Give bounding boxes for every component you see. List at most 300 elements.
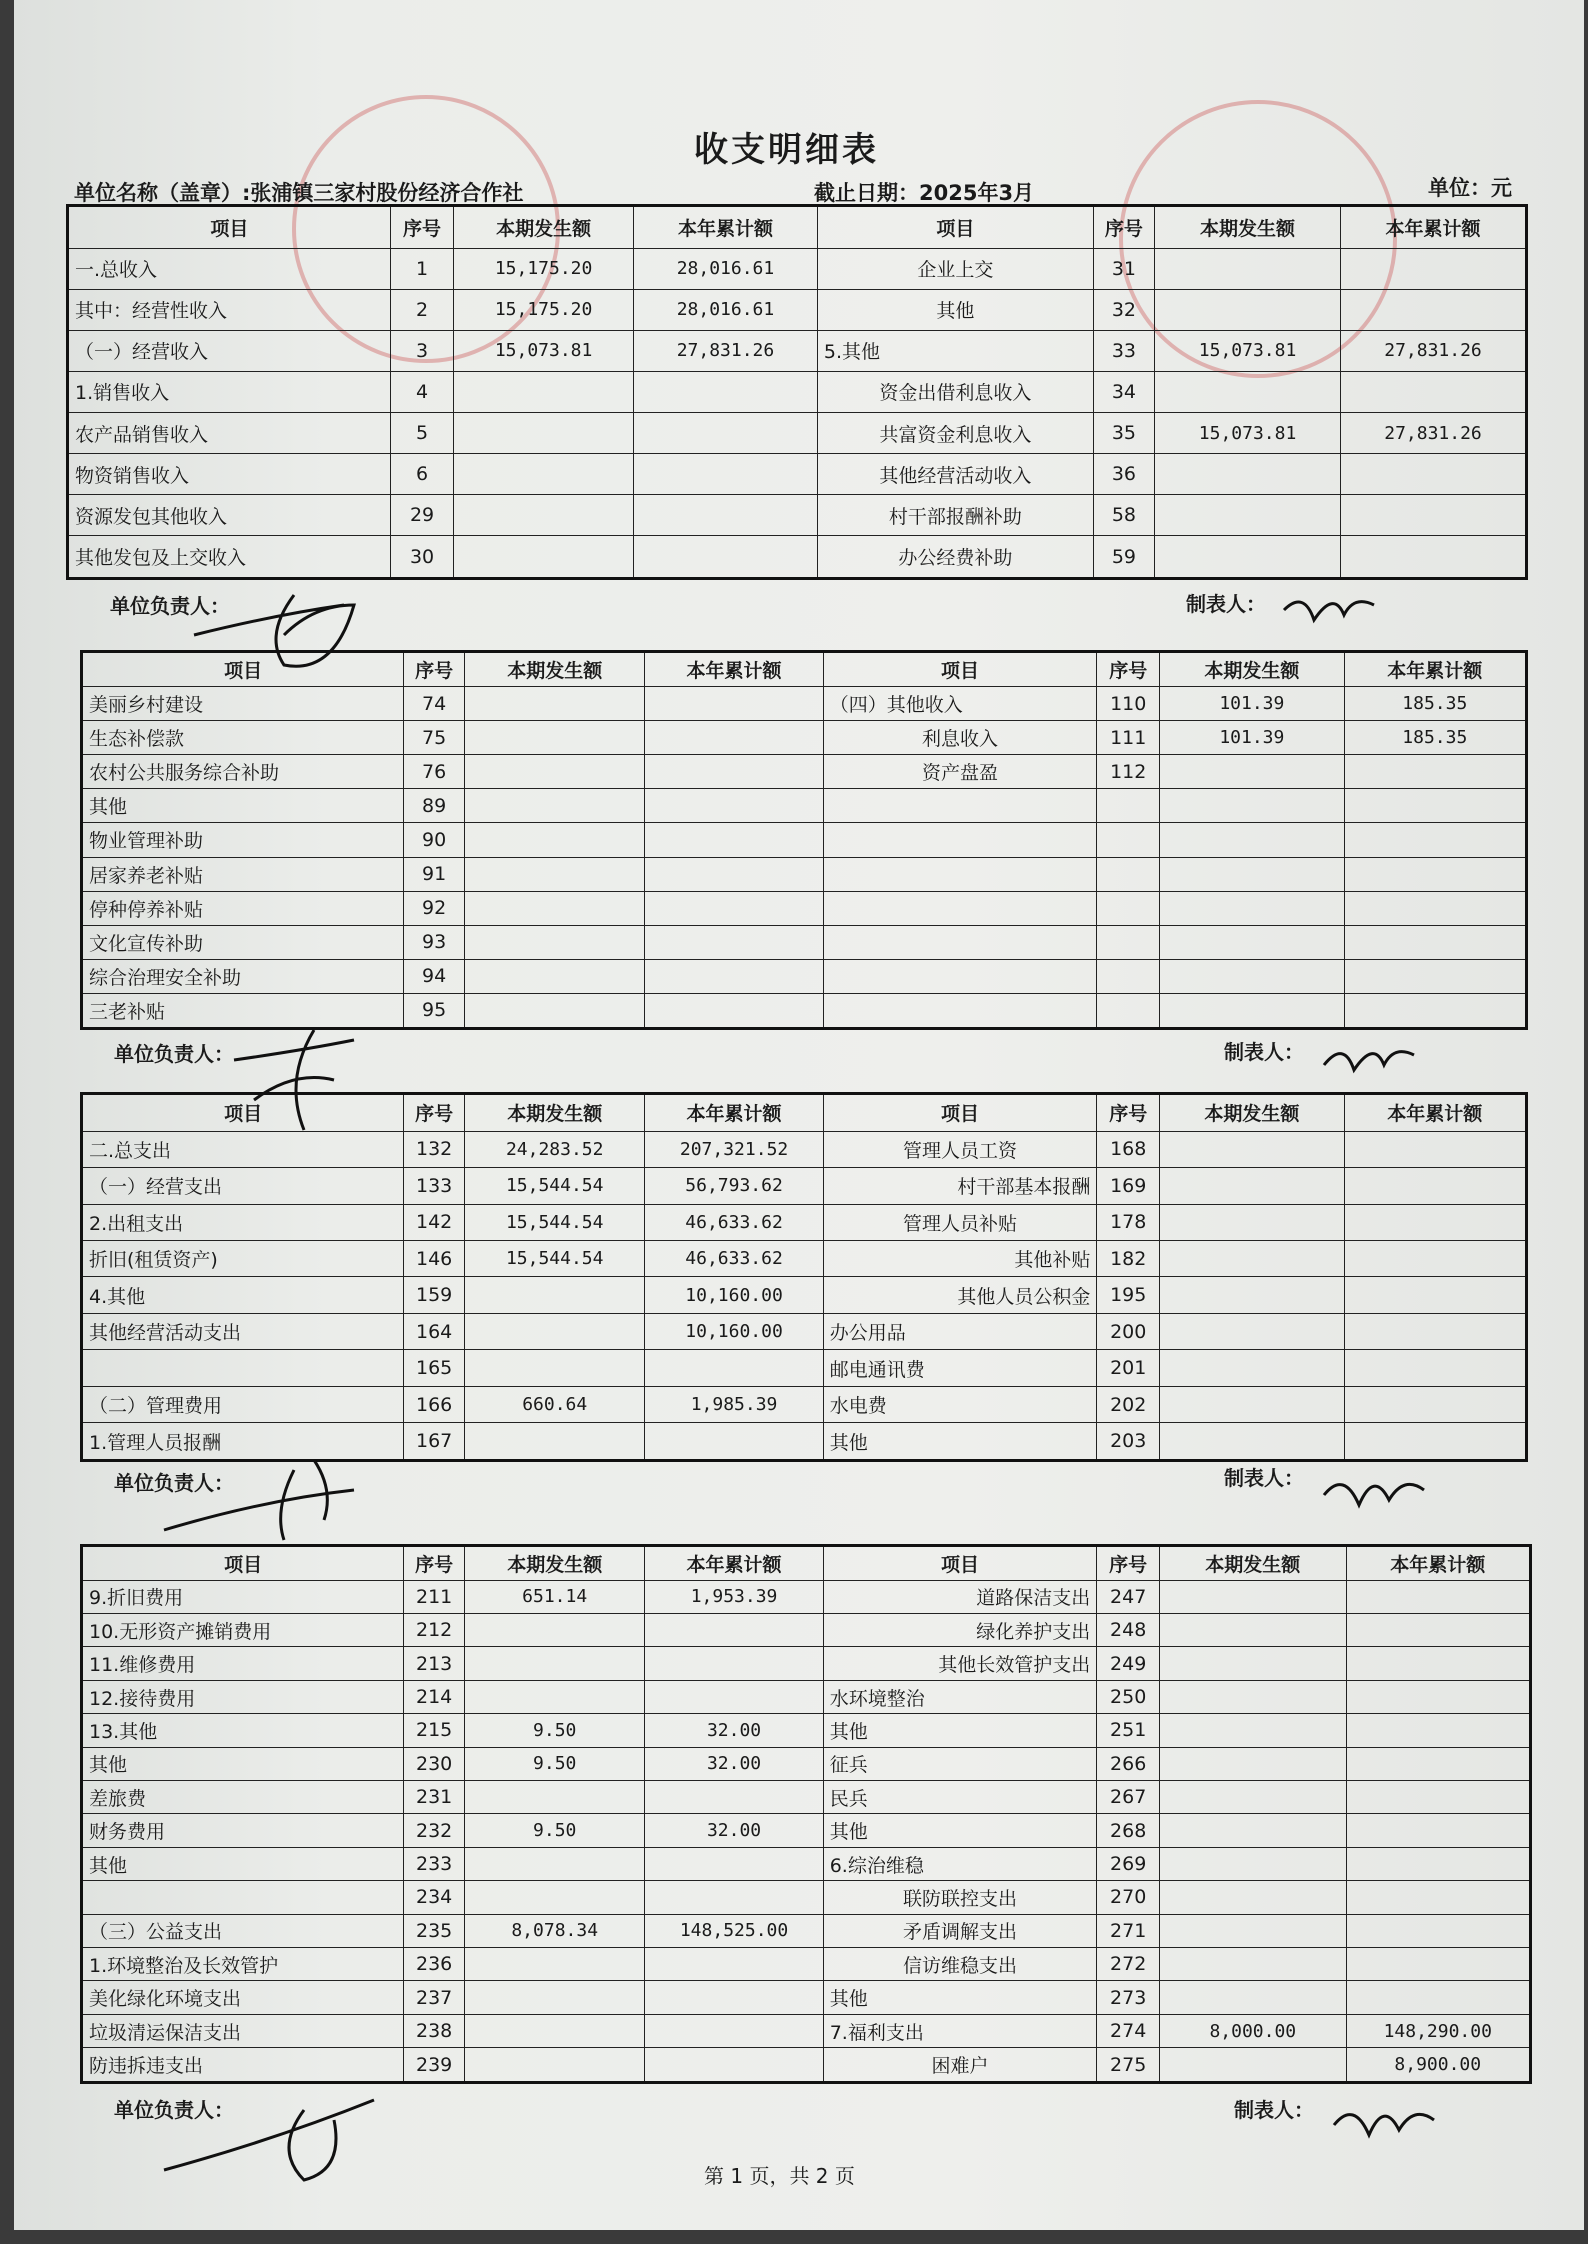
seq-no-cell: 132	[404, 1131, 465, 1167]
ytd-amount-cell	[645, 891, 823, 925]
item-name-cell	[823, 959, 1097, 993]
period-amount-cell	[1155, 248, 1341, 289]
seq-no-cell: 231	[404, 1781, 465, 1814]
ytd-amount-cell	[1346, 1981, 1530, 2014]
period-amount-cell	[1160, 1647, 1346, 1680]
seq-no-cell: 200	[1097, 1313, 1160, 1349]
seq-no-cell: 275	[1097, 2048, 1160, 2083]
table-row	[82, 721, 1527, 755]
ytd-amount-cell: 10,160.00	[645, 1313, 823, 1349]
ytd-amount-cell: 10,160.00	[645, 1277, 823, 1313]
seq-no-cell: 214	[404, 1680, 465, 1713]
seq-no-cell: 230	[404, 1747, 465, 1780]
period-amount-cell	[465, 891, 645, 925]
ytd-amount-cell	[645, 721, 823, 755]
signature-scribble-8	[1324, 2080, 1444, 2160]
seq-no-cell: 268	[1097, 1814, 1160, 1847]
seq-no-cell: 236	[404, 1948, 465, 1981]
seq-no-cell	[1097, 823, 1160, 857]
period-amount-cell	[465, 1350, 645, 1386]
item-name-cell: 2.出租支出	[82, 1204, 404, 1240]
item-name-cell: 其他	[823, 1714, 1097, 1747]
period-amount-cell	[1160, 1313, 1344, 1349]
seq-no-cell: 133	[404, 1168, 465, 1204]
period-amount-cell	[1160, 1680, 1346, 1713]
period-amount-cell	[1160, 1350, 1344, 1386]
period-amount-cell	[1160, 857, 1344, 891]
item-name-cell: 共富资金利息收入	[817, 413, 1093, 454]
column-header: 本年累计额	[1346, 1546, 1530, 1581]
period-amount-cell	[465, 925, 645, 959]
seq-no-cell: 94	[404, 959, 465, 993]
seq-no-cell: 89	[404, 789, 465, 823]
item-name-cell: 三老补贴	[82, 993, 404, 1028]
ytd-amount-cell	[645, 993, 823, 1028]
expense-table-2	[80, 1544, 1532, 2084]
ytd-amount-cell	[1344, 1350, 1526, 1386]
item-name-cell: （三）公益支出	[82, 1914, 404, 1947]
item-name-cell: 其他	[817, 289, 1093, 330]
seq-no-cell: 271	[1097, 1914, 1160, 1947]
table-row	[82, 755, 1527, 789]
column-header: 本期发生额	[454, 206, 634, 249]
column-header: 项目	[82, 1094, 404, 1132]
item-name-cell: 其他经营活动支出	[82, 1313, 404, 1349]
table-row	[82, 1814, 1531, 1847]
seq-no-cell: 93	[404, 925, 465, 959]
seq-no-cell: 178	[1097, 1204, 1160, 1240]
period-amount-cell: 15,175.20	[454, 248, 634, 289]
table-row	[82, 1714, 1531, 1747]
ytd-amount-cell: 1,953.39	[645, 1580, 823, 1613]
item-name-cell	[823, 789, 1097, 823]
seq-no-cell: 249	[1097, 1647, 1160, 1680]
seq-no-cell: 182	[1097, 1241, 1160, 1277]
seq-no-cell: 269	[1097, 1847, 1160, 1880]
seq-no-cell: 274	[1097, 2014, 1160, 2047]
table-row	[82, 2014, 1531, 2047]
ytd-amount-cell: 27,831.26	[1341, 413, 1527, 454]
column-header: 本期发生额	[465, 652, 645, 687]
seq-no-cell: 142	[404, 1204, 465, 1240]
ytd-amount-cell	[645, 959, 823, 993]
ytd-amount-cell	[1344, 1313, 1526, 1349]
seq-no-cell: 110	[1097, 687, 1160, 721]
period-amount-cell	[1155, 371, 1341, 412]
item-name-cell: 1.环境整治及长效管护	[82, 1948, 404, 1981]
ytd-amount-cell	[1346, 1781, 1530, 1814]
ytd-amount-cell	[1344, 755, 1526, 789]
item-name-cell: 资源发包其他收入	[68, 495, 391, 536]
item-name-cell: 村干部基本报酬	[823, 1168, 1097, 1204]
period-amount-cell: 15,073.81	[454, 330, 634, 371]
ytd-amount-cell: 32.00	[645, 1714, 823, 1747]
page-title: 收支明细表	[694, 130, 879, 170]
ytd-amount-cell: 8,900.00	[1346, 2048, 1530, 2083]
seq-no-cell: 235	[404, 1914, 465, 1947]
seq-no-cell: 75	[404, 721, 465, 755]
period-amount-cell	[465, 1313, 645, 1349]
item-name-cell: 12.接待费用	[82, 1680, 404, 1713]
period-amount-cell: 15,544.54	[465, 1204, 645, 1240]
item-name-cell: 物资销售收入	[68, 454, 391, 495]
responsible-label: 单位负责人：	[110, 594, 230, 618]
item-name-cell: 居家养老补贴	[82, 857, 404, 891]
period-amount-cell	[454, 536, 634, 579]
item-name-cell	[82, 1881, 404, 1914]
period-amount-cell	[465, 1647, 645, 1680]
table-row	[68, 413, 1527, 454]
ytd-amount-cell	[645, 2048, 823, 2083]
table-row	[82, 857, 1527, 891]
ytd-amount-cell	[1344, 789, 1526, 823]
period-amount-cell	[1160, 1847, 1346, 1880]
seq-no-cell: 267	[1097, 1781, 1160, 1814]
item-name-cell: 5.其他	[817, 330, 1093, 371]
ytd-amount-cell	[1344, 1386, 1526, 1422]
period-amount-cell: 8,078.34	[465, 1914, 645, 1947]
period-amount-cell	[465, 959, 645, 993]
item-name-cell	[823, 891, 1097, 925]
period-amount-cell	[465, 1277, 645, 1313]
ytd-amount-cell	[645, 1647, 823, 1680]
period-amount-cell	[465, 687, 645, 721]
unit-name: 单位名称（盖章）:张浦镇三家村股份经济合作社	[74, 181, 524, 205]
table-row	[68, 371, 1527, 412]
seq-no-cell: 273	[1097, 1981, 1160, 2014]
item-name-cell: 绿化养护支出	[823, 1614, 1097, 1647]
column-header: 项目	[823, 1546, 1097, 1581]
preparer-label: 制表人：	[1234, 2098, 1314, 2122]
ytd-amount-cell	[1344, 891, 1526, 925]
seq-no-cell: 32	[1093, 289, 1154, 330]
item-name-cell: 农产品销售收入	[68, 413, 391, 454]
seq-no-cell: 111	[1097, 721, 1160, 755]
period-amount-cell	[1160, 959, 1344, 993]
seq-no-cell: 4	[390, 371, 453, 412]
table-row	[82, 1241, 1527, 1277]
ytd-amount-cell: 1,985.39	[645, 1386, 823, 1422]
table-row	[82, 1313, 1527, 1349]
seq-no-cell: 33	[1093, 330, 1154, 371]
item-name-cell: 矛盾调解支出	[823, 1914, 1097, 1947]
ytd-amount-cell	[634, 413, 818, 454]
period-amount-cell: 8,000.00	[1160, 2014, 1346, 2047]
item-name-cell: 水环境整治	[823, 1680, 1097, 1713]
seq-no-cell: 36	[1093, 454, 1154, 495]
seq-no-cell: 92	[404, 891, 465, 925]
ytd-amount-cell	[1346, 1614, 1530, 1647]
table-row	[82, 789, 1527, 823]
item-name-cell: 其他长效管护支出	[823, 1647, 1097, 1680]
period-amount-cell	[465, 857, 645, 891]
as-of-date: 截止日期：2025年3月	[814, 181, 1035, 205]
column-header: 本期发生额	[1160, 1546, 1346, 1581]
item-name-cell: 企业上交	[817, 248, 1093, 289]
ytd-amount-cell	[1341, 371, 1527, 412]
seq-no-cell: 169	[1097, 1168, 1160, 1204]
table-row	[82, 1204, 1527, 1240]
item-name-cell: 道路保洁支出	[823, 1580, 1097, 1613]
ytd-amount-cell	[1341, 495, 1527, 536]
seq-no-cell: 213	[404, 1647, 465, 1680]
item-name-cell	[823, 823, 1097, 857]
ytd-amount-cell	[1346, 1680, 1530, 1713]
seq-no-cell: 95	[404, 993, 465, 1028]
table-row	[68, 454, 1527, 495]
item-name-cell: 利息收入	[823, 721, 1097, 755]
column-header: 本年累计额	[1344, 652, 1526, 687]
period-amount-cell	[1160, 1948, 1346, 1981]
seq-no-cell: 35	[1093, 413, 1154, 454]
period-amount-cell	[1160, 891, 1344, 925]
item-name-cell: 民兵	[823, 1781, 1097, 1814]
seq-no-cell: 58	[1093, 495, 1154, 536]
seq-no-cell	[1097, 993, 1160, 1028]
period-amount-cell	[465, 1781, 645, 1814]
item-name-cell: 办公经费补助	[817, 536, 1093, 579]
column-header: 本年累计额	[634, 206, 818, 249]
seq-no-cell: 250	[1097, 1680, 1160, 1713]
seq-no-cell: 201	[1097, 1350, 1160, 1386]
ytd-amount-cell	[645, 925, 823, 959]
period-amount-cell: 9.50	[465, 1747, 645, 1780]
ytd-amount-cell: 28,016.61	[634, 289, 818, 330]
ytd-amount-cell: 207,321.52	[645, 1131, 823, 1167]
table-row	[82, 1277, 1527, 1313]
period-amount-cell	[1160, 1781, 1346, 1814]
seq-no-cell: 2	[390, 289, 453, 330]
period-amount-cell: 9.50	[465, 1814, 645, 1847]
period-amount-cell	[465, 1423, 645, 1461]
seq-no-cell: 195	[1097, 1277, 1160, 1313]
table-row	[68, 248, 1527, 289]
period-amount-cell	[465, 1614, 645, 1647]
seq-no-cell: 232	[404, 1814, 465, 1847]
seq-no-cell	[1097, 891, 1160, 925]
page-footer: 第 1 页，共 2 页	[704, 2164, 855, 2188]
seq-no-cell: 5	[390, 413, 453, 454]
period-amount-cell	[454, 495, 634, 536]
ytd-amount-cell	[645, 1948, 823, 1981]
table-row	[82, 2048, 1531, 2083]
item-name-cell: 折旧(租赁资产)	[82, 1241, 404, 1277]
item-name-cell: 6.综治维稳	[823, 1847, 1097, 1880]
seq-no-cell: 215	[404, 1714, 465, 1747]
period-amount-cell: 15,073.81	[1155, 330, 1341, 371]
period-amount-cell: 9.50	[465, 1714, 645, 1747]
item-name-cell: 财务费用	[82, 1814, 404, 1847]
period-amount-cell	[465, 789, 645, 823]
item-name-cell: 信访维稳支出	[823, 1948, 1097, 1981]
period-amount-cell	[465, 2048, 645, 2083]
seq-no-cell: 233	[404, 1847, 465, 1880]
ytd-amount-cell	[1341, 454, 1527, 495]
ytd-amount-cell	[645, 1847, 823, 1880]
table-row	[82, 1981, 1531, 2014]
ytd-amount-cell	[1344, 1204, 1526, 1240]
table-row	[82, 1881, 1531, 1914]
ytd-amount-cell	[634, 371, 818, 412]
ytd-amount-cell	[1346, 1847, 1530, 1880]
period-amount-cell	[1160, 1580, 1346, 1613]
table-row	[82, 1580, 1531, 1613]
item-name-cell	[823, 857, 1097, 891]
item-name-cell: 其中：经营性收入	[68, 289, 391, 330]
ytd-amount-cell: 185.35	[1344, 721, 1526, 755]
signature-scribble-4	[1314, 1020, 1424, 1090]
period-amount-cell	[465, 1948, 645, 1981]
seq-no-cell	[1097, 789, 1160, 823]
item-name-cell: 其他	[823, 1981, 1097, 2014]
ytd-amount-cell	[645, 2014, 823, 2047]
column-header: 项目	[68, 206, 391, 249]
seq-no-cell: 29	[390, 495, 453, 536]
item-name-cell	[82, 1350, 404, 1386]
item-name-cell: 管理人员补贴	[823, 1204, 1097, 1240]
seq-no-cell: 74	[404, 687, 465, 721]
column-header: 本期发生额	[1160, 1094, 1344, 1132]
column-header: 项目	[823, 1094, 1097, 1132]
column-header: 序号	[1093, 206, 1154, 249]
ytd-amount-cell	[1346, 1881, 1530, 1914]
item-name-cell: 征兵	[823, 1747, 1097, 1780]
item-name-cell: 停种停养补贴	[82, 891, 404, 925]
seq-no-cell: 251	[1097, 1714, 1160, 1747]
ytd-amount-cell	[645, 1680, 823, 1713]
ytd-amount-cell: 56,793.62	[645, 1168, 823, 1204]
item-name-cell: 防违拆违支出	[82, 2048, 404, 2083]
period-amount-cell	[1160, 1386, 1344, 1422]
period-amount-cell	[1160, 1241, 1344, 1277]
period-amount-cell: 651.14	[465, 1580, 645, 1613]
period-amount-cell	[1160, 1168, 1344, 1204]
period-amount-cell	[1160, 1131, 1344, 1167]
ytd-amount-cell	[1346, 1580, 1530, 1613]
seq-no-cell: 3	[390, 330, 453, 371]
signature-scribble-6	[1314, 1450, 1434, 1530]
ytd-amount-cell	[1341, 289, 1527, 330]
period-amount-cell	[465, 2014, 645, 2047]
period-amount-cell	[1160, 1204, 1344, 1240]
ytd-amount-cell	[1344, 857, 1526, 891]
item-name-cell: 7.福利支出	[823, 2014, 1097, 2047]
seq-no-cell: 6	[390, 454, 453, 495]
ytd-amount-cell	[645, 687, 823, 721]
period-amount-cell: 15,544.54	[465, 1168, 645, 1204]
item-name-cell: 邮电通讯费	[823, 1350, 1097, 1386]
seq-no-cell: 212	[404, 1614, 465, 1647]
table-row	[82, 925, 1527, 959]
seq-no-cell: 234	[404, 1881, 465, 1914]
item-name-cell: 资产盘盈	[823, 755, 1097, 789]
period-amount-cell	[1160, 1914, 1346, 1947]
item-name-cell: 1.管理人员报酬	[82, 1423, 404, 1461]
seq-no-cell: 247	[1097, 1580, 1160, 1613]
item-name-cell: 管理人员工资	[823, 1131, 1097, 1167]
column-header: 序号	[404, 652, 465, 687]
ytd-amount-cell: 148,290.00	[1346, 2014, 1530, 2047]
column-header: 序号	[404, 1546, 465, 1581]
seq-no-cell: 166	[404, 1386, 465, 1422]
signature-scribble-7	[154, 2080, 384, 2190]
column-header: 本年累计额	[645, 1546, 823, 1581]
item-name-cell: （一）经营支出	[82, 1168, 404, 1204]
ytd-amount-cell	[1346, 1914, 1530, 1947]
preparer-label: 制表人：	[1224, 1466, 1304, 1490]
period-amount-cell	[1160, 1277, 1344, 1313]
period-amount-cell: 101.39	[1160, 687, 1344, 721]
table-row	[82, 1781, 1531, 1814]
table-row	[82, 1614, 1531, 1647]
income-table-2	[80, 650, 1528, 1030]
period-amount-cell	[1160, 925, 1344, 959]
seq-no-cell: 90	[404, 823, 465, 857]
period-amount-cell	[1160, 1614, 1346, 1647]
item-name-cell: 其他	[823, 1423, 1097, 1461]
ytd-amount-cell	[1346, 1747, 1530, 1780]
period-amount-cell	[465, 1881, 645, 1914]
ytd-amount-cell	[645, 789, 823, 823]
seq-no-cell: 59	[1093, 536, 1154, 579]
period-amount-cell: 660.64	[465, 1386, 645, 1422]
column-header: 序号	[1097, 652, 1160, 687]
item-name-cell: 村干部报酬补助	[817, 495, 1093, 536]
ytd-amount-cell: 148,525.00	[645, 1914, 823, 1947]
item-name-cell: 生态补偿款	[82, 721, 404, 755]
seq-no-cell	[1097, 959, 1160, 993]
column-header: 本年累计额	[645, 1094, 823, 1132]
period-amount-cell	[1160, 1881, 1346, 1914]
column-header: 序号	[1097, 1094, 1160, 1132]
item-name-cell: 其他	[823, 1814, 1097, 1847]
item-name-cell: 办公用品	[823, 1313, 1097, 1349]
period-amount-cell	[465, 1680, 645, 1713]
seq-no-cell: 167	[404, 1423, 465, 1461]
item-name-cell: 垃圾清运保洁支出	[82, 2014, 404, 2047]
ytd-amount-cell	[634, 454, 818, 495]
column-header: 本期发生额	[1160, 652, 1344, 687]
table-row	[82, 1168, 1527, 1204]
signature-scribble-1	[184, 575, 374, 685]
item-name-cell: 文化宣传补助	[82, 925, 404, 959]
column-header: 本年累计额	[1341, 206, 1527, 249]
seq-no-cell: 266	[1097, 1747, 1160, 1780]
table-row	[68, 495, 1527, 536]
seq-no-cell: 239	[404, 2048, 465, 2083]
period-amount-cell	[1155, 495, 1341, 536]
seq-no-cell: 76	[404, 755, 465, 789]
income-table-1	[66, 204, 1528, 580]
period-amount-cell: 15,073.81	[1155, 413, 1341, 454]
seq-no-cell: 34	[1093, 371, 1154, 412]
period-amount-cell	[1160, 1714, 1346, 1747]
ytd-amount-cell: 27,831.26	[1341, 330, 1527, 371]
ytd-amount-cell	[645, 1423, 823, 1461]
seq-no-cell: 203	[1097, 1423, 1160, 1461]
ytd-amount-cell	[1346, 1647, 1530, 1680]
seq-no-cell: 211	[404, 1580, 465, 1613]
column-header: 项目	[82, 1546, 404, 1581]
ytd-amount-cell	[645, 1981, 823, 2014]
item-name-cell: 水电费	[823, 1386, 1097, 1422]
ytd-amount-cell: 28,016.61	[634, 248, 818, 289]
signature-scribble-2	[1274, 570, 1384, 640]
period-amount-cell: 15,175.20	[454, 289, 634, 330]
item-name-cell: 二.总支出	[82, 1131, 404, 1167]
period-amount-cell	[1160, 755, 1344, 789]
table-row	[68, 289, 1527, 330]
